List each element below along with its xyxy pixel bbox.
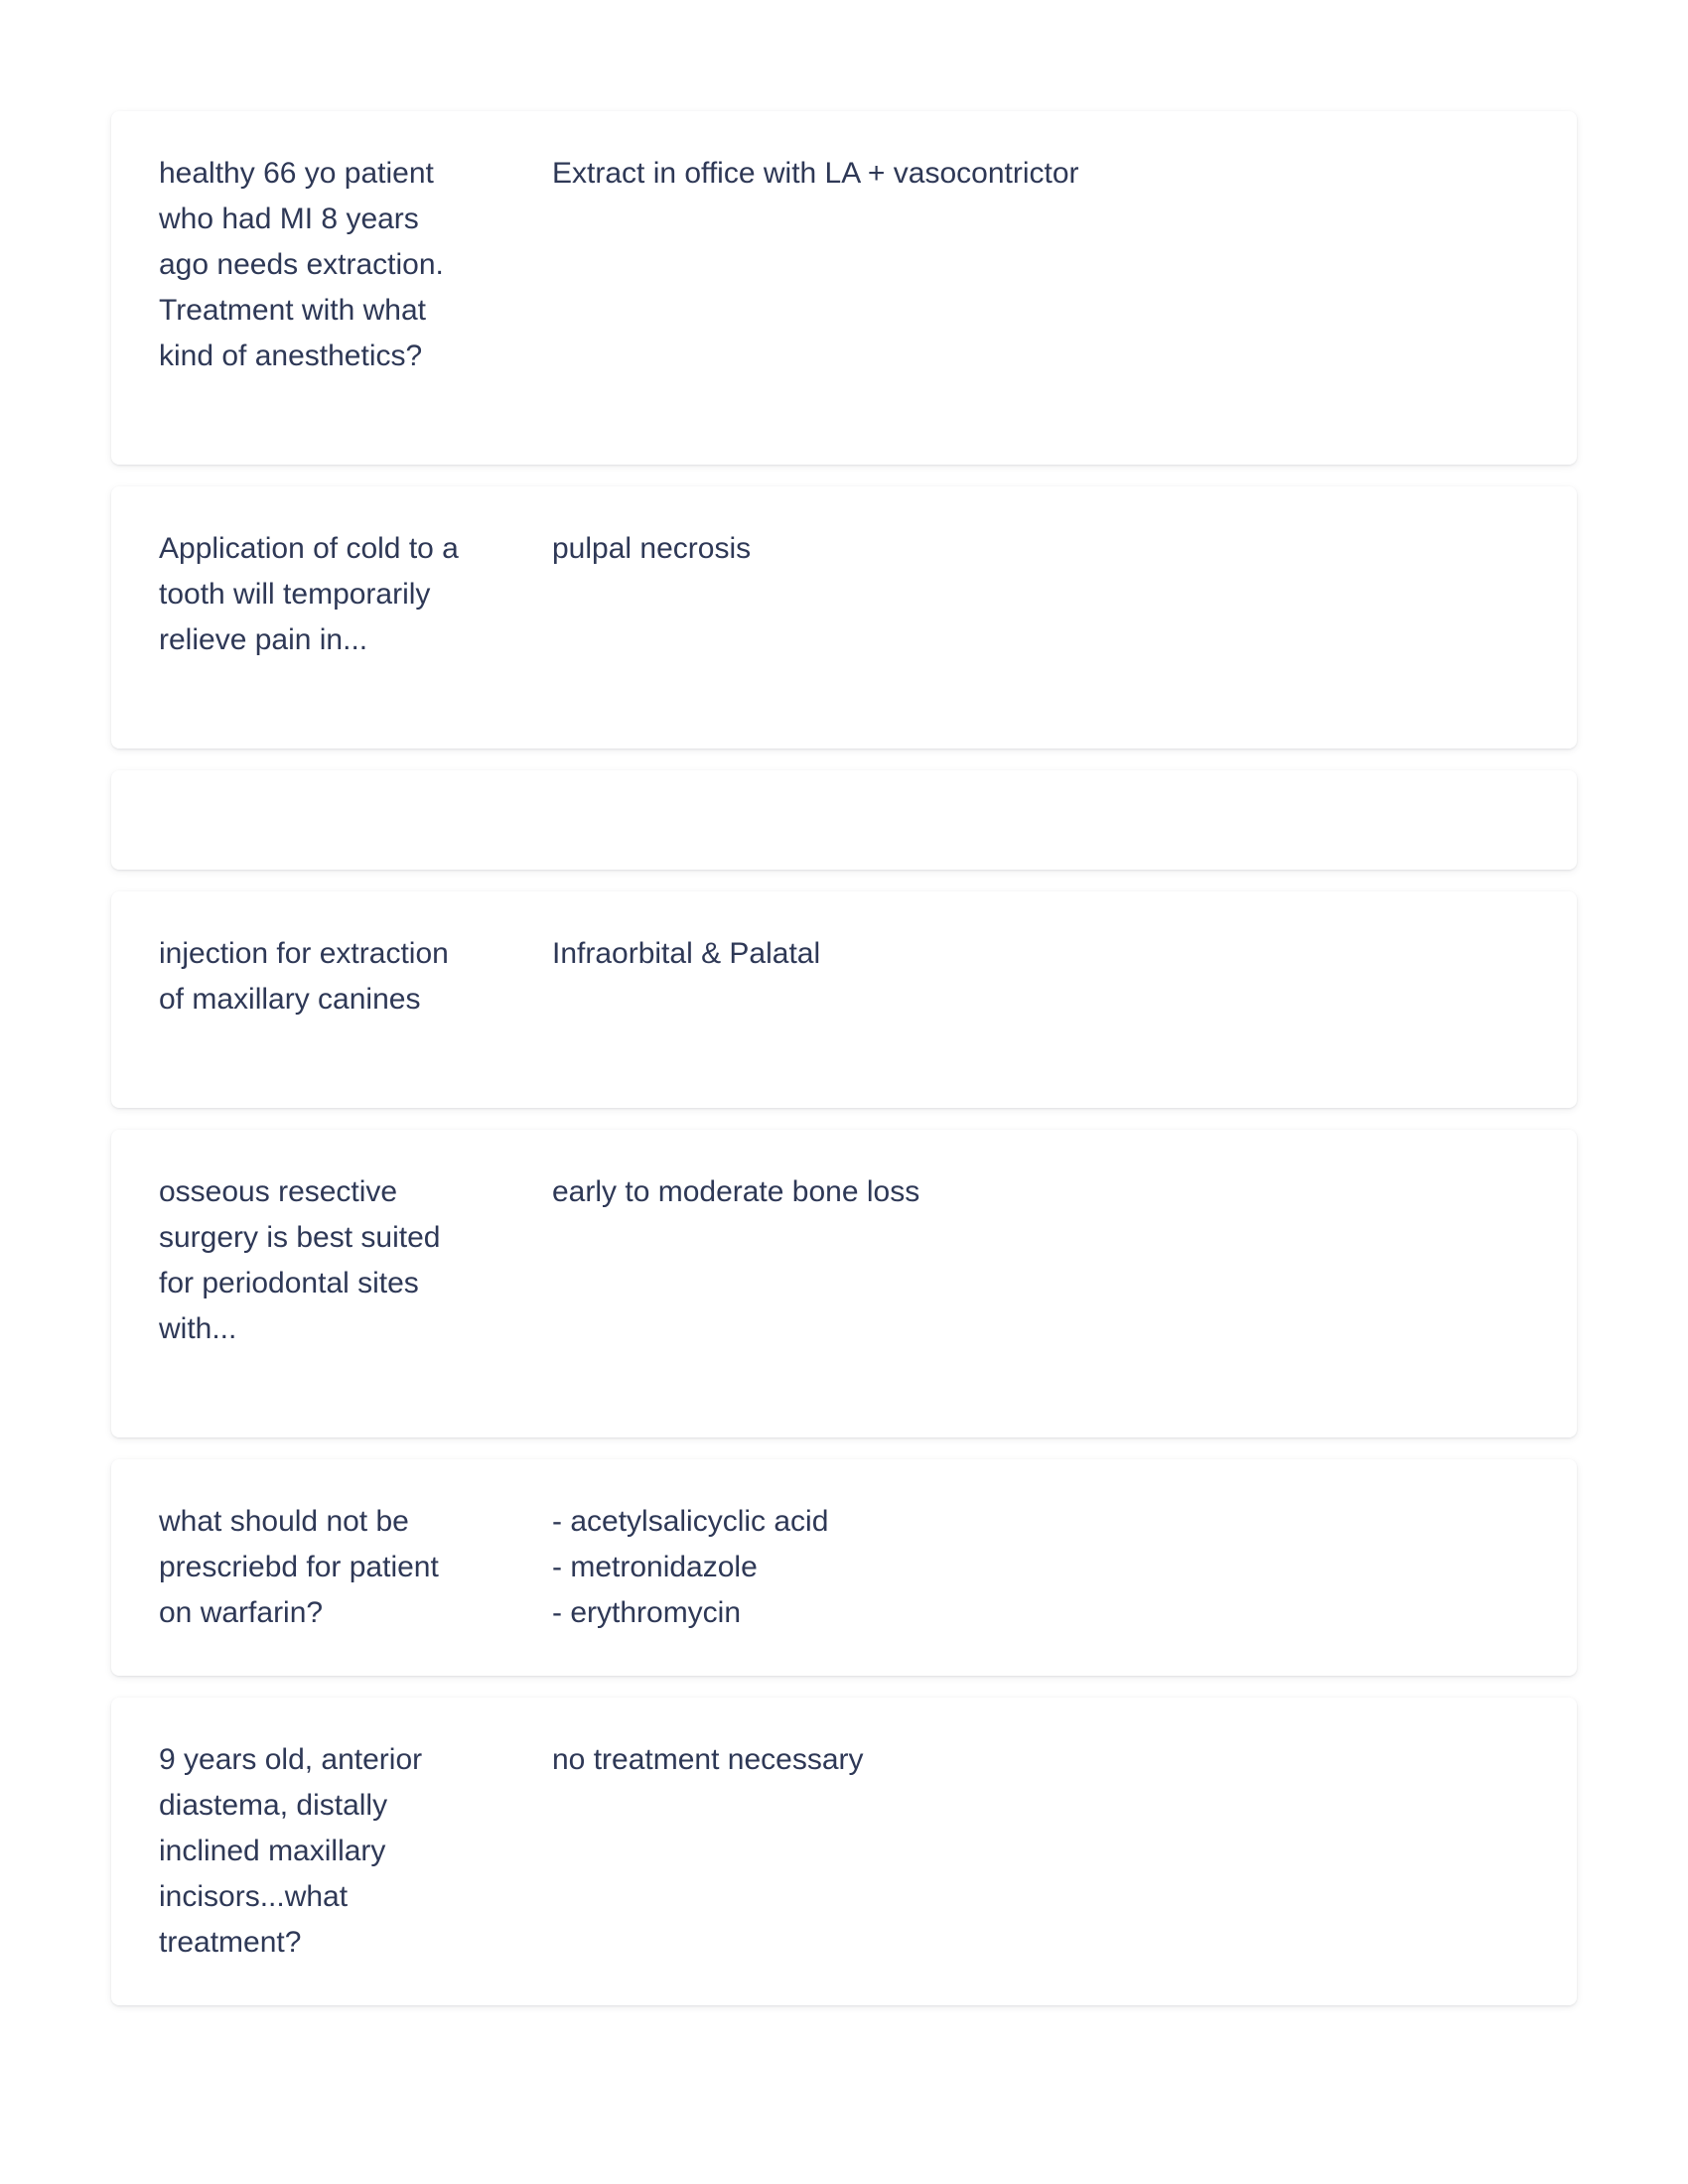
card-definition: no treatment necessary bbox=[552, 1743, 864, 1776]
flashcard-empty bbox=[111, 770, 1577, 870]
card-definition bbox=[552, 810, 1529, 830]
flashcard bbox=[111, 486, 1577, 749]
flashcard bbox=[111, 111, 1577, 465]
flashcard-list bbox=[111, 111, 1577, 2027]
card-term: injection for extraction of maxillary canines bbox=[159, 937, 449, 1016]
card-definition: pulpal necrosis bbox=[552, 532, 752, 565]
flashcard bbox=[111, 1130, 1577, 1437]
card-term: Application of cold to a tooth will temporarily relieve pain in... bbox=[159, 532, 459, 656]
card-definition: early to moderate bone loss bbox=[552, 1175, 920, 1208]
card-definition: Infraorbital & Palatal bbox=[552, 937, 821, 970]
card-term: what should not be prescriebd for patient on warfarin? bbox=[159, 1505, 439, 1629]
card-definition: - acetylsalicyclic acid - metronidazole - erythromycin bbox=[552, 1505, 829, 1629]
card-term: healthy 66 yo patient who had MI 8 years ago needs extraction. Treatment with what kind of anesthetics? bbox=[159, 157, 444, 372]
flashcard bbox=[111, 1459, 1577, 1676]
card-term bbox=[159, 810, 467, 830]
card-term: 9 years old, anterior diastema, distally inclined maxillary incisors...what treatment? bbox=[159, 1743, 423, 1959]
card-term: osseous resective surgery is best suited for periodontal sites with... bbox=[159, 1175, 441, 1345]
flashcard bbox=[111, 891, 1577, 1108]
card-definition: Extract in office with LA + vasocontrictor bbox=[552, 157, 1079, 190]
flashcard bbox=[111, 1698, 1577, 2005]
